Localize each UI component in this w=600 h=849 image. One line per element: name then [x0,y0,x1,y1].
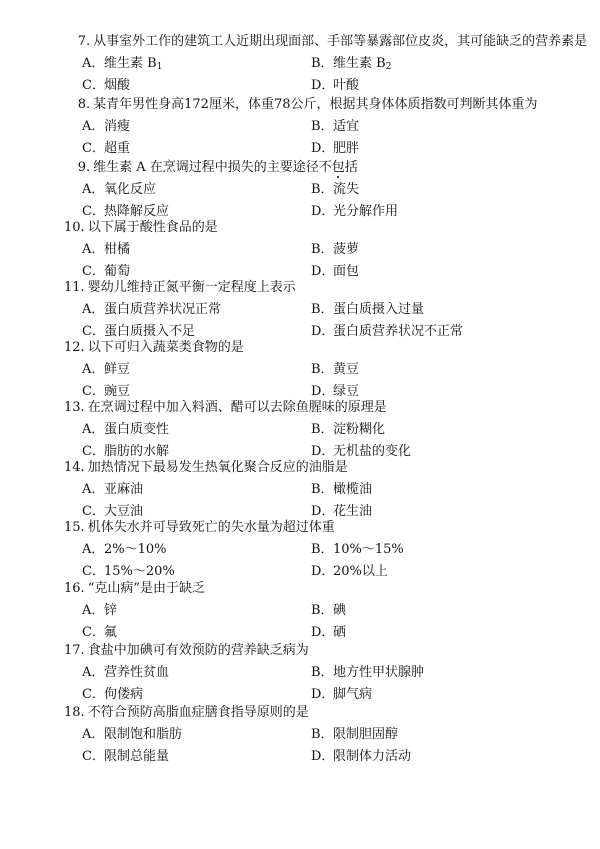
option-a: A．蛋白质营养状况正常 [82,302,222,317]
option-d: D．花生油 [311,504,373,519]
question-number: 12 [64,340,81,355]
option-b: B．橄榄油 [311,482,373,497]
option-b: B．淀粉糊化 [311,422,386,437]
option-a: A．亚麻油 [82,482,144,497]
subscript: 2 [385,62,392,72]
option-d: D．绿豆 [311,384,360,399]
subscript: 1 [156,62,163,72]
emphasized-text: 不包括 [318,160,358,175]
option-b: B．10%～15% [311,542,404,557]
option-a: A．柑橘 [82,242,131,257]
option-a: A．维生素 $B_1$ [82,56,163,72]
option-c: C．脂肪的水解 [82,444,170,459]
question-text: 某青年男性身高172厘米，体重78公斤，根据其身体体质指数可判断其体重为 [93,97,538,112]
option-b: B．适宜 [311,119,360,134]
option-d: D．叶酸 [311,78,360,93]
option-c: C．豌豆 [82,384,131,399]
question-stem: 17. 食盐中加碘可有效预防的营养缺乏病为 [64,641,572,661]
question-text: 不符合预防高脂血症膳食指导原则的是 [87,705,309,720]
option-c: C．限制总能量 [82,749,170,764]
option-b: B．菠萝 [311,242,360,257]
question-stem: 16. “克山病”是由于缺乏 [64,579,572,599]
option-b: B．蛋白质摄入过量 [311,302,425,317]
question-stem: 15. 机体失水并可导致死亡的失水量为超过体重 [64,518,572,538]
option-a: A．营养性贫血 [82,665,170,680]
question-text: 婴幼儿维持正氮平衡一定程度上表示 [87,280,296,295]
question-number: 13 [64,400,81,415]
question-text: 维生素 A 在烹调过程中损失的主要途径 [93,160,319,175]
option-b: B．地方性甲状腺肿 [311,665,425,680]
option-a: A．锌 [82,603,118,618]
question-number: 9 [77,160,86,175]
question-number: 14 [64,460,81,475]
question-stem: 11. 婴幼儿维持正氮平衡一定程度上表示 [64,278,572,298]
question-number: 10 [64,220,81,235]
option-d: D．硒 [311,625,347,640]
option-c: C．蛋白质摄入不足 [82,324,196,339]
option-d: D．限制体力活动 [311,749,412,764]
question-stem: 14. 加热情况下最易发生热氧化聚合反应的油脂是 [64,458,572,478]
option-d: D．光分解作用 [311,204,399,219]
option-c: C．佝偻病 [82,687,144,702]
question-number: 7 [77,34,86,49]
option-b: B．维生素 $B_2$ [311,56,392,72]
option-d: D．无机盐的变化 [311,444,412,459]
option-a: A．氧化反应 [82,182,157,197]
question-number: 8 [77,97,86,112]
option-d: D．脚气病 [311,687,373,702]
option-a: A．消瘦 [82,119,131,134]
question-text: 食盐中加碘可有效预防的营养缺乏病为 [87,643,309,658]
question-stem: 18. 不符合预防高脂血症膳食指导原则的是 [64,703,572,723]
question-text: 机体失水并可导致死亡的失水量为超过体重 [87,520,335,535]
option-c: C．热降解反应 [82,204,170,219]
question-text: 以下属于酸性食品的是 [87,220,218,235]
option-a: A．蛋白质变性 [82,422,170,437]
option-d: D．肥胖 [311,141,360,156]
option-b: B．黄豆 [311,362,360,377]
question-stem: 7. 从事室外工作的建筑工人近期出现面部、手部等暴露部位皮炎，其可能缺乏的营养素是 [72,32,572,52]
question-text: 以下可归入蔬菜类食物的是 [87,340,244,355]
option-a: A．限制饱和脂肪 [82,727,183,742]
option-b: B．流失 [311,182,360,197]
question-number: 18 [64,705,81,720]
question-number: 11 [64,280,81,295]
option-c: C．15%～20% [82,564,175,579]
question-number: 15 [64,520,81,535]
question-stem: 9. 维生素 A 在烹调过程中损失的主要途径不包括 [72,158,572,178]
question-text: 从事室外工作的建筑工人近期出现面部、手部等暴露部位皮炎，其可能缺乏的营养素是 [93,34,588,49]
option-d: D．蛋白质营养状况不正常 [311,324,464,339]
option-c: C．葡萄 [82,264,131,279]
option-c: C．超重 [82,141,131,156]
question-stem: 8. 某青年男性身高172厘米，体重78公斤，根据其身体体质指数可判断其体重为 [72,95,572,115]
option-c: C．大豆油 [82,504,144,519]
question-stem: 13. 在烹调过程中加入料酒、醋可以去除鱼腥味的原理是 [64,398,572,418]
option-b: B．碘 [311,603,347,618]
option-d: D．面包 [311,264,360,279]
option-b: B．限制胆固醇 [311,727,399,742]
question-text: 在烹调过程中加入料酒、醋可以去除鱼腥味的原理是 [87,400,387,415]
option-a: A．鲜豆 [82,362,131,377]
option-c: C．烟酸 [82,78,131,93]
option-d: D．20%以上 [311,564,388,579]
option-a: A．2%～10% [82,542,167,557]
question-text: “克山病”是由于缺乏 [87,581,205,596]
question-stem: 10. 以下属于酸性食品的是 [64,218,572,238]
question-stem: 12. 以下可归入蔬菜类食物的是 [64,338,572,358]
question-number: 17 [64,643,81,658]
question-number: 16 [64,581,81,596]
option-c: C．氟 [82,625,118,640]
question-text: 加热情况下最易发生热氧化聚合反应的油脂是 [87,460,348,475]
